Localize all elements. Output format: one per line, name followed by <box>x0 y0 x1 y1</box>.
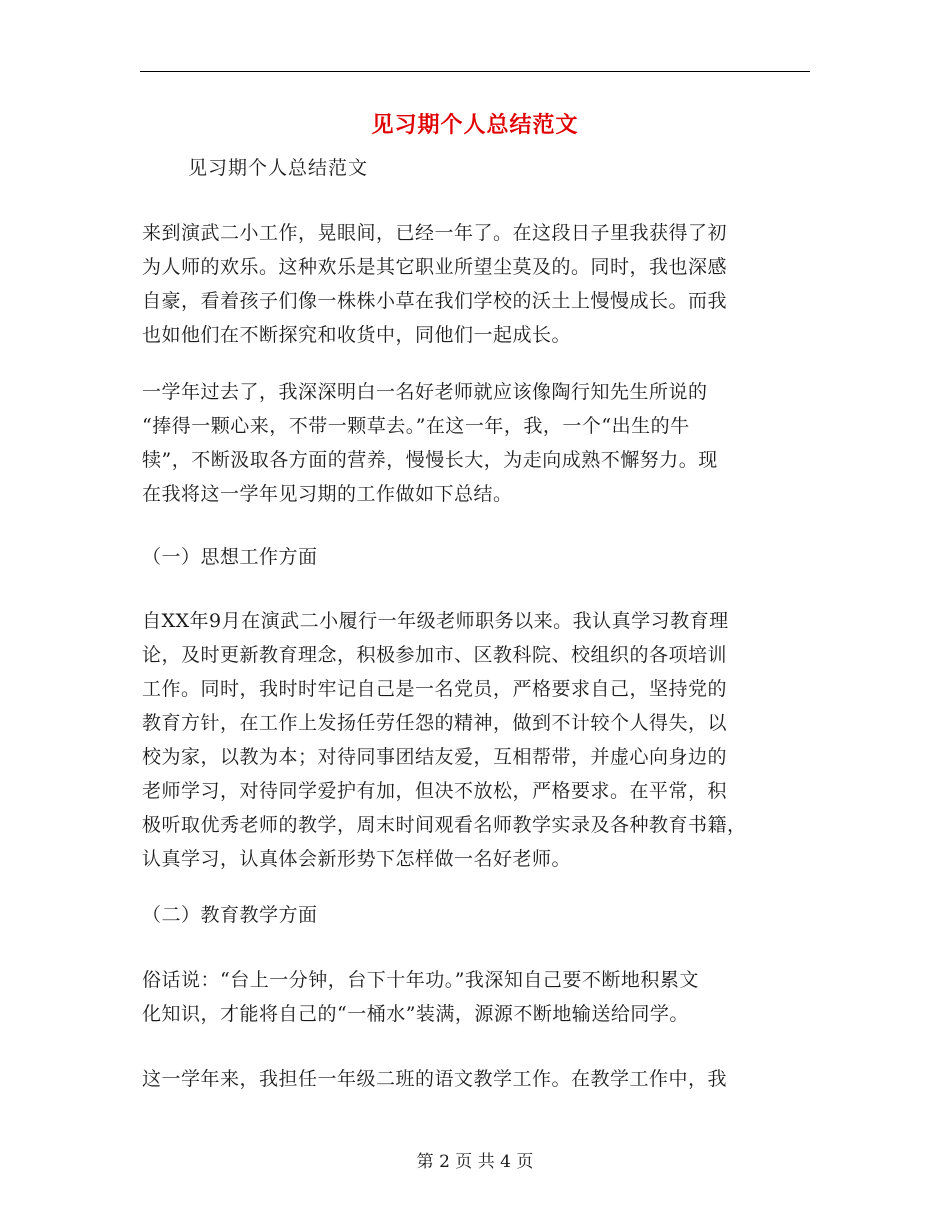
section-heading-thought <box>142 540 812 574</box>
text-line: 论，及时更新教育理念，积极参加市、区教科院、校组织的各项培训 <box>142 644 728 666</box>
paragraph-thought <box>142 604 812 876</box>
text-line: 校为家，以教为本；对待同事团结友爱，互相帮带，并虚心向身边的 <box>142 746 728 768</box>
paragraph-saying <box>142 963 812 1031</box>
text-line: 在我将这一学年见习期的工作做如下总结。 <box>142 483 513 505</box>
text-line: 犊”，不断汲取各方面的营养，慢慢长大，为走向成熟不懈努力。现 <box>142 449 718 471</box>
paragraph-intro <box>142 216 812 352</box>
paragraph-reflection <box>142 375 812 511</box>
document-subtitle: 见习期个人总结范文 <box>188 157 369 179</box>
page-number-footer: 第 2 页 共 4 页 <box>416 1152 534 1172</box>
text-line: 自XX年9月在演武二小履行一年级老师职务以来。我认真学习教育理 <box>142 610 729 632</box>
text-line: 为人师的欢乐。这种欢乐是其它职业所望尘莫及的。同时，我也深感 <box>142 256 728 278</box>
text-line: 这一学年来，我担任一年级二班的语文教学工作。在教学工作中，我 <box>142 1068 728 1090</box>
text-line: 来到演武二小工作，晃眼间，已经一年了。在这段日子里我获得了初 <box>142 222 728 244</box>
text-line: 自豪，看着孩子们像一株株小草在我们学校的沃土上慢慢成长。而我 <box>142 290 728 312</box>
text-line: 也如他们在不断探究和收货中，同他们一起成长。 <box>142 324 572 346</box>
text-line: 老师学习，对待同学爱护有加，但决不放松，严格要求。在平常，积 <box>142 780 728 802</box>
text-line: 极听取优秀老师的教学，周末时间观看名师教学实录及各种教育书籍， <box>142 814 747 836</box>
document-title: 见习期个人总结范文 <box>371 112 579 138</box>
paragraph-teaching-work <box>142 1062 812 1096</box>
text-line: 工作。同时，我时时牢记自己是一名党员，严格要求自己，坚持党的 <box>142 678 728 700</box>
section-heading: （一）思想工作方面 <box>142 546 318 568</box>
text-line: “捧得一颗心来，不带一颗草去。”在这一年，我，一个“出生的牛 <box>142 415 690 437</box>
header-rule <box>140 71 810 72</box>
section-heading: （二）教育教学方面 <box>142 904 318 926</box>
text-line: 一学年过去了，我深深明白一名好老师就应该像陶行知先生所说的 <box>142 381 708 403</box>
text-line: 教育方针，在工作上发扬任劳任怨的精神，做到不计较个人得失，以 <box>142 712 728 734</box>
text-line: 认真学习，认真体会新形势下怎样做一名好老师。 <box>142 848 572 870</box>
section-heading-teaching <box>142 898 812 932</box>
text-line: 俗话说：“台上一分钟，台下十年功。”我深知自己要不断地积累文 <box>142 969 699 991</box>
text-line: 化知识，才能将自己的“一桶水”装满，源源不断地输送给同学。 <box>142 1003 689 1025</box>
